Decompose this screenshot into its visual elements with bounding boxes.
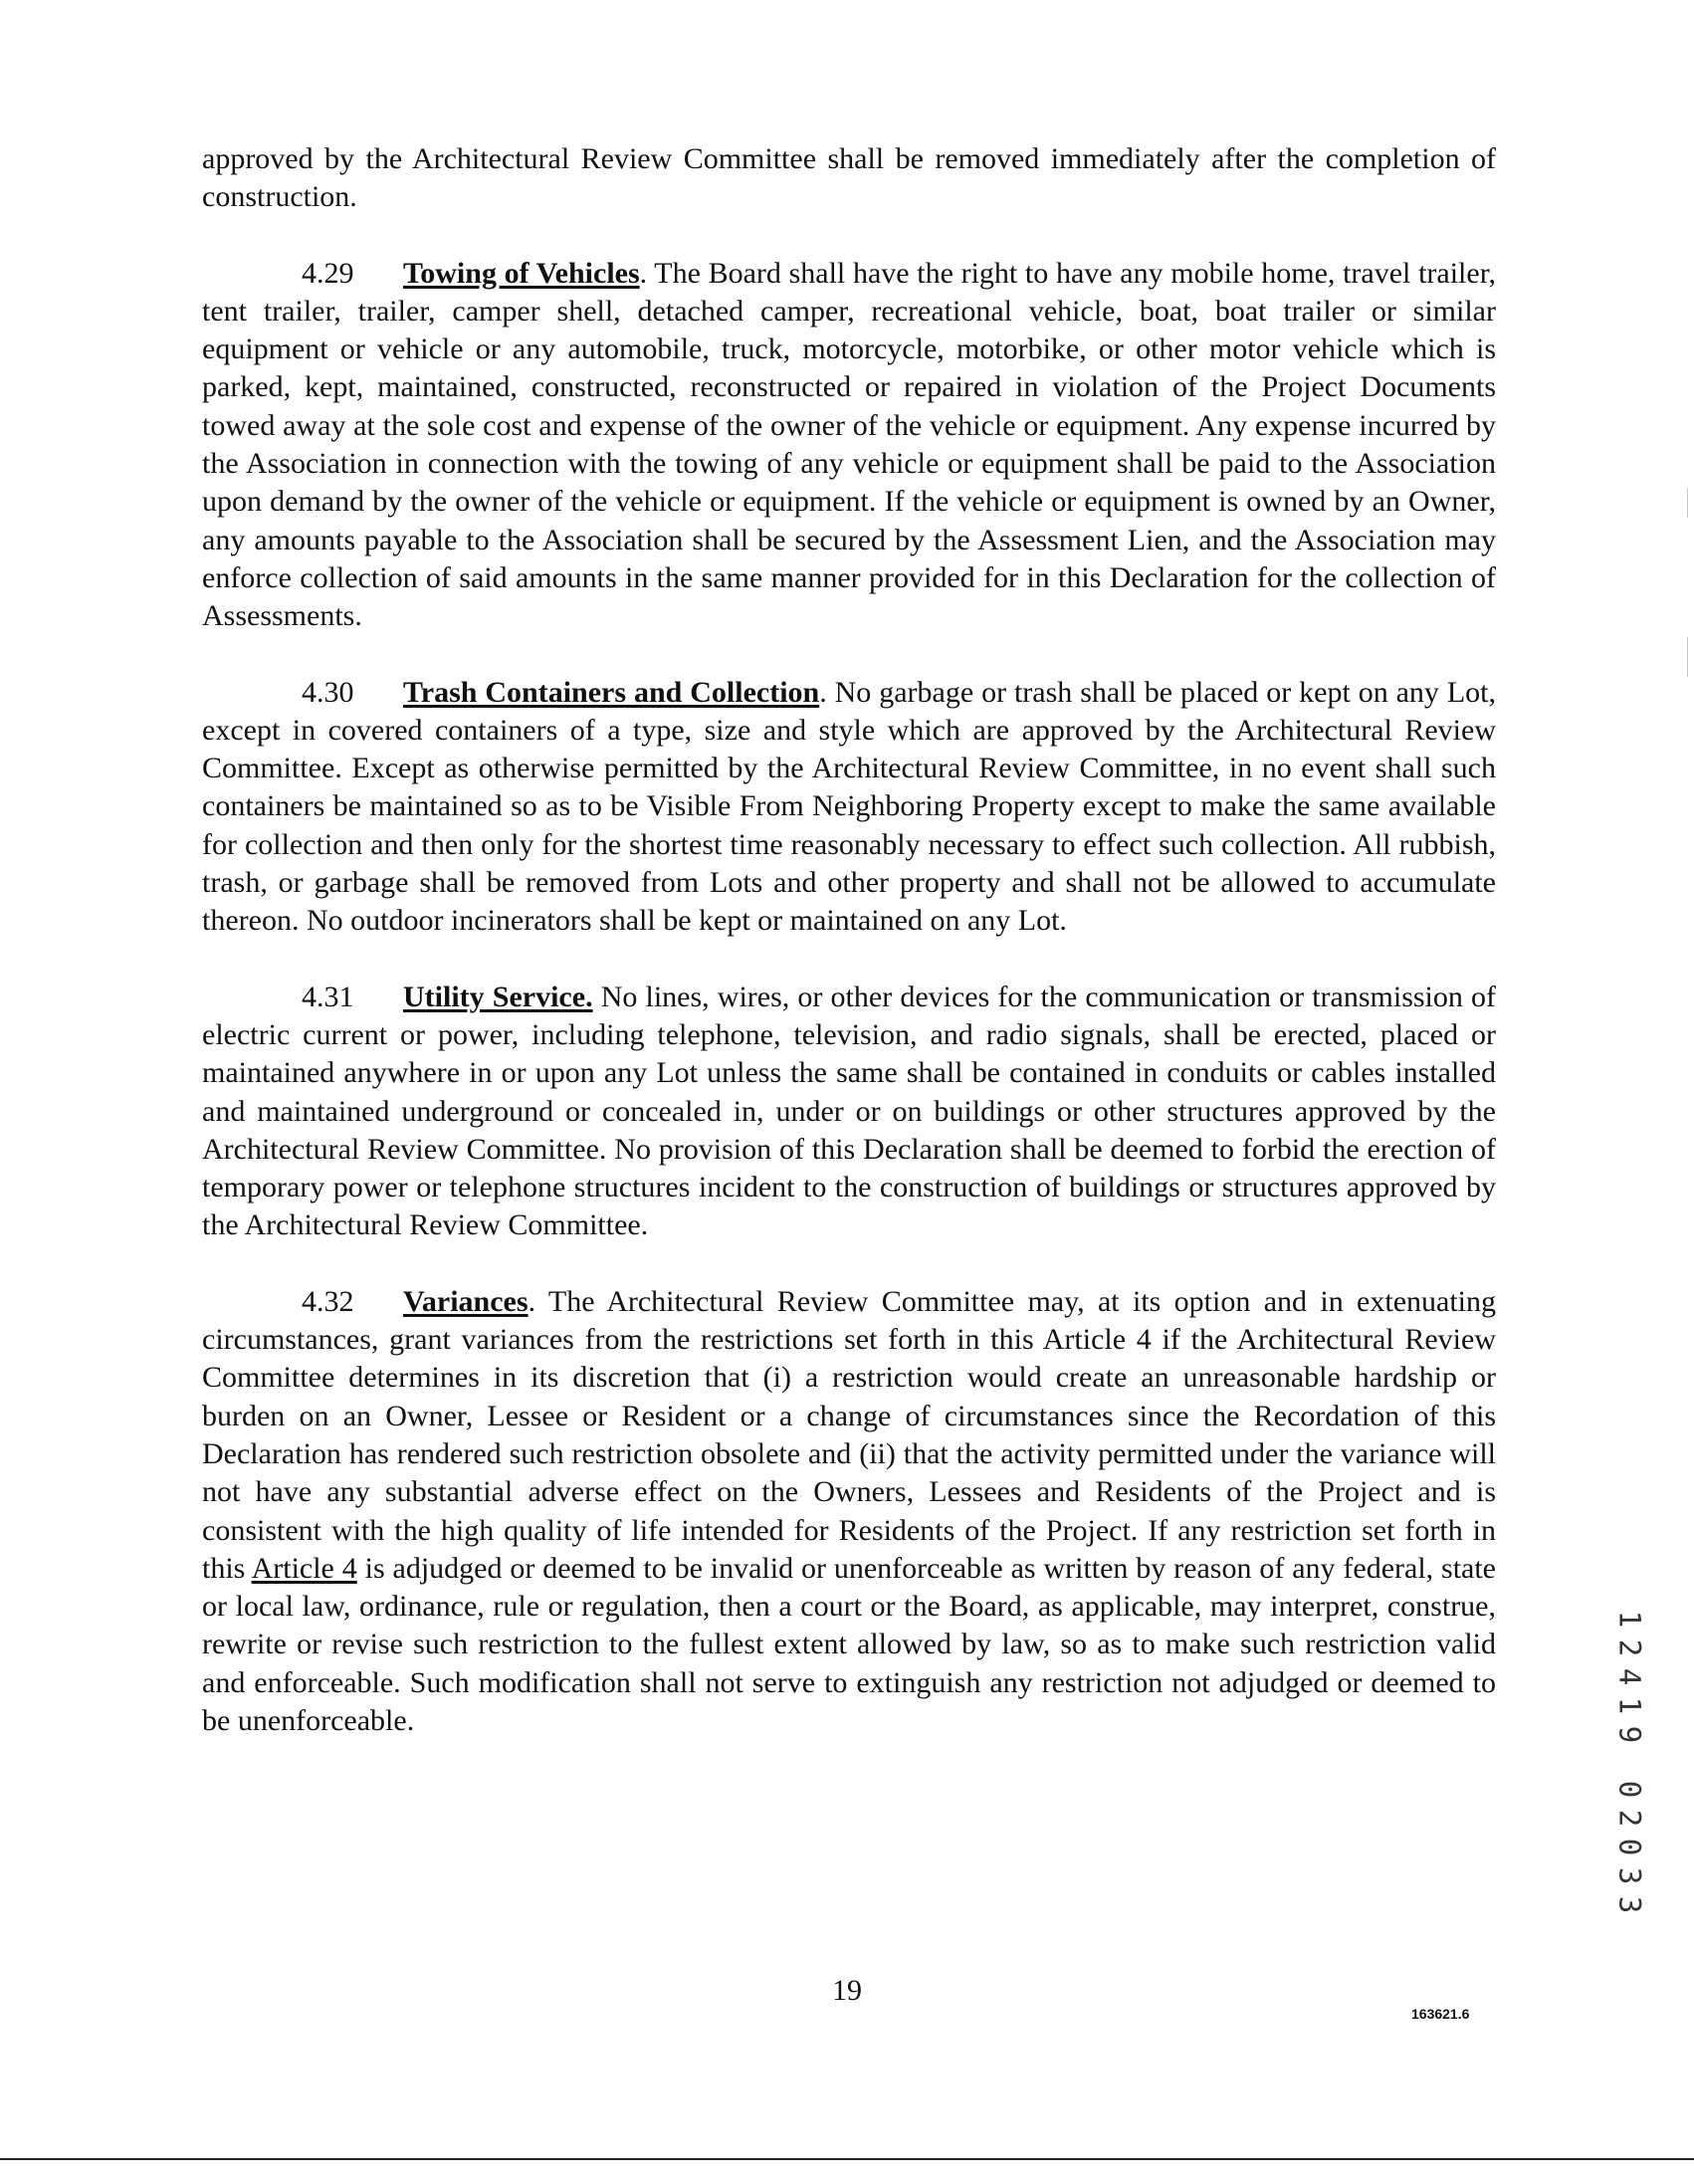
document-id: 163621.6 [1411, 2006, 1470, 2022]
section-number: 4.31 [302, 980, 354, 1013]
intro-paragraph: approved by the Architectural Review Committee shall be removed immediately after the completion of construction. [202, 142, 1496, 214]
section-heading: Utility Service. [403, 980, 593, 1013]
stamp-digit: 0 [1612, 1838, 1647, 1856]
section-4-29 [202, 255, 1496, 636]
stamp-digit: 2 [1612, 1638, 1647, 1657]
article-reference: Article 4 [251, 1551, 357, 1585]
section-4-30 [202, 674, 1496, 941]
section-number: 4.32 [302, 1284, 354, 1318]
stamp-digit: 2 [1612, 1809, 1647, 1828]
section-body: The Board shall have the right to have any mobile home, travel trailer, tent trailer, trailer, camper shell, detached camper, recreational vehicle, boat, boat trailer or similar equipment or vehicle or any automobile, truck, motorcycle, motorbike, or other motor vehicle which is parked, kept, maintained, constructed, reconstructed or repaired in violation of the Project Documents towed away at the sole cost and expense of the owner of the vehicle or equipment. Any expense incurred by the Association in connection with the towing of any vehicle or equipment shall be paid to the Association upon demand by the owner of the vehicle or equipment. If the vehicle or equipment is owned by an Owner, any amounts payable to the Association shall be secured by the Assessment Lien, and the Association may enforce collection of said amounts in the same manner provided for in this Declaration for the collection of Assessments. [202, 256, 1496, 633]
stamp-digit: 0 [1612, 1780, 1647, 1799]
scan-mark [1687, 488, 1688, 518]
section-body-part-1: The Architectural Review Committee may, at its option and in extenuating circumstances, grant variances from the restrictions set forth in this Article 4 if the Architectural Review Committee determines in its discretion that (i) a restriction would create an unreasonable hardship or burden on an Owner, Lessee or Resident or a change of circumstances since the Recordation of this Declaration has rendered such restriction obsolete and (ii) that the activity permitted under the variance will not have any substantial adverse effect on the Owners, Lessees and Residents of the Project and is consistent with the high quality of life intended for Residents of the Project. If any restriction set forth in this [202, 1284, 1496, 1585]
section-4-32 [202, 1283, 1496, 1741]
page-number: 19 [832, 1974, 862, 2007]
scan-mark [1687, 637, 1688, 677]
section-body: No garbage or trash shall be placed or kept on any Lot, except in covered containers of a type, size and style which are approved by the Architectural Review Committee. Except as otherwise permitted by the Architectural Review Committee, in no event shall such containers be maintained so as to be Visible From Neighboring Property except to make the same available for collection and then only for the shortest time reasonably necessary to effect such collection. All rubbish, trash, or garbage shall be removed from Lots and other property and shall not be allowed to accumulate thereon. No outdoor incinerators shall be kept or maintained on any Lot. [202, 675, 1496, 938]
section-body: No lines, wires, or other devices for the communication or transmission of electric current or power, including telephone, television, and radio signals, shall be erected, placed or maintained anywhere in or upon any Lot unless the same shall be contained in conduits or cables installed and maintained underground or concealed in, under or on buildings or other structures approved by the Architectural Review Committee. No provision of this Declaration shall be deemed to forbid the erection of temporary power or telephone structures incident to the construction of buildings or structures approved by the Architectural Review Committee. [202, 980, 1497, 1242]
section-heading-punct: . [639, 256, 648, 290]
section-number: 4.29 [302, 256, 354, 290]
scan-edge-line [0, 2158, 1694, 2160]
section-heading: Towing of Vehicles [403, 256, 640, 290]
section-heading: Variances [403, 1284, 529, 1318]
stamp-digit: 3 [1612, 1866, 1647, 1885]
stamp-digit: 1 [1612, 1610, 1647, 1629]
section-body-part-2: is adjudged or deemed to be invalid or unenforceable as written by reason of any federal, state or local law, ordinance, rule or regulation, then a court or the Board, as applicable, may interpret, construe, rewrite or revise such restriction to the fullest extent allowed by law, so as to make such restriction valid and enforceable. Such modification shall not serve to extinguish any restriction not adjudged or deemed to be unenforceable. [202, 1551, 1497, 1737]
section-number: 4.30 [302, 675, 354, 709]
section-heading: Trash Containers and Collection [403, 675, 820, 709]
stamp-digit: 3 [1612, 1895, 1647, 1914]
section-heading-punct: . [819, 675, 827, 709]
section-4-31 [202, 979, 1496, 1245]
document-body [202, 140, 1496, 1778]
recording-stamp [1612, 1605, 1647, 1919]
stamp-digit: 9 [1612, 1725, 1647, 1744]
stamp-digit: 4 [1612, 1667, 1647, 1686]
section-heading-punct: . [528, 1284, 536, 1318]
stamp-digit: 1 [1612, 1696, 1647, 1715]
